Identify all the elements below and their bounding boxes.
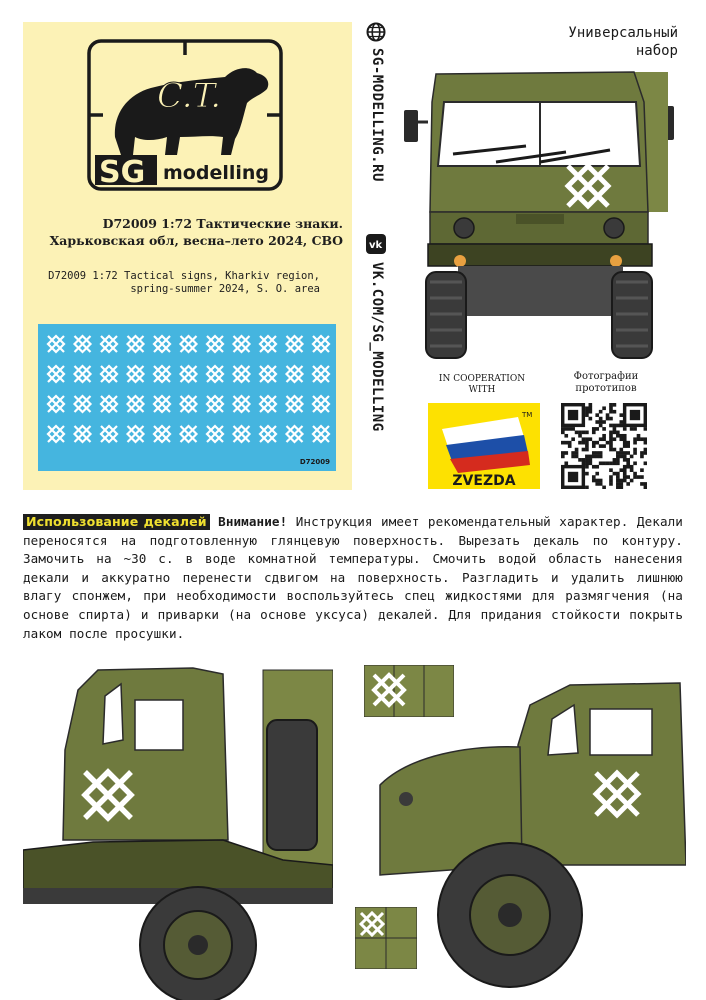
instructions-attention: Внимание! [218,514,288,529]
logo-initials: C.T. [157,76,222,116]
decal-mark [48,366,64,382]
decal-mark [287,426,303,442]
decal-mark [287,366,303,382]
decal-mark [234,336,250,352]
zvezda-logo[interactable] [428,403,540,489]
decal-mark [181,396,197,412]
logo-brand-suffix: modelling [163,162,270,184]
decal-mark [128,396,144,412]
title-en-line1: D72009 1:72 Tactical signs, Kharkiv region, [48,270,320,282]
decal-placement-swatch-bottom [355,907,417,969]
decal-mark [313,336,329,352]
decal-mark [75,396,91,412]
title-ru-line2: Харьковская обл, весна–лето 2024, СВО [49,233,343,248]
sg-modelling-logo [85,37,285,197]
decal-mark [207,396,223,412]
decal-mark [207,366,223,382]
decal-mark [234,426,250,442]
product-title-ru [23,215,343,249]
instructions-block [23,513,683,649]
globe-icon [366,22,386,42]
decal-mark [128,336,144,352]
decal-mark [313,426,329,442]
decal-mark [181,426,197,442]
logo-brand: SG [99,155,146,190]
kit-title-line1: Универсальный [568,25,678,41]
decal-mark [101,396,117,412]
decal-mark [260,366,276,382]
decal-mark [101,426,117,442]
decal-mark [260,426,276,442]
decal-mark [75,366,91,382]
zvezda-wordmark: ZVEZDA [452,473,516,489]
decal-mark [48,426,64,442]
product-title-en [23,270,320,296]
vk-link[interactable]: VK.COM/SG_MODELLING [369,262,385,432]
decal-mark [75,336,91,352]
decal-mark [128,426,144,442]
decal-mark [181,336,197,352]
title-en-line2: spring-summer 2024, S. O. area [130,283,320,295]
photos-line1: Фотографии [573,371,639,382]
decal-mark [154,336,170,352]
decal-mark [313,366,329,382]
prototype-photos-label [556,371,656,395]
photos-line2: прототипов [575,383,637,394]
decal-mark [48,336,64,352]
decal-mark [154,396,170,412]
decal-mark [234,366,250,382]
decal-mark [75,426,91,442]
coop-line1: IN COOPERATION [438,374,526,384]
decal-sheet [38,324,336,471]
decal-mark [154,366,170,382]
decal-mark [207,336,223,352]
kit-title [500,24,678,60]
sheet-code: D72009 [299,458,330,466]
decal-mark [234,396,250,412]
website-link[interactable]: SG-MODELLING.RU [369,48,385,182]
kamaz-side-view [23,660,333,1000]
instructions-heading: Использование декалей [23,514,210,530]
cooperation-label [432,374,532,396]
instructions-body: Инструкция имеет рекомендательный характер. Декали переносятся на подготовленную глянцевую поверхность. Вырезать декаль по контуру. Замочить на ~30 с. в воде комнатной температуры. Смочить водой область нанесения декали и аккуратно перенести сдвигом на поверхность. Разгладить и удалить лишнюю влагу спонжем, при необходимости воспользуйтесь спец жидкостями для размягчения (на основе спирта) и приварки (на основе уксуса) декалей. Для придания стойкости покрыть лаком после просушки. [23,514,683,641]
decal-mark [101,366,117,382]
decal-mark [287,396,303,412]
decal-mark [181,366,197,382]
vk-icon [366,234,386,254]
kit-title-line2: набор [635,43,678,59]
svg-text:vk: vk [369,240,383,251]
decal-mark [154,426,170,442]
decal-mark [207,426,223,442]
decal-mark [128,366,144,382]
decal-sheet-grid [38,324,336,471]
title-ru-line1: D72009 1:72 Тактические знаки. [102,216,343,231]
decal-mark [101,336,117,352]
kamaz-front-view [398,62,683,362]
decal-mark [260,396,276,412]
qr-code[interactable] [561,403,647,489]
decal-mark [313,396,329,412]
zvezda-tm: TM [522,411,533,419]
product-cover [23,22,352,490]
decal-mark [287,336,303,352]
coop-line2: WITH [468,385,496,395]
decal-mark [260,336,276,352]
decal-mark [48,396,64,412]
